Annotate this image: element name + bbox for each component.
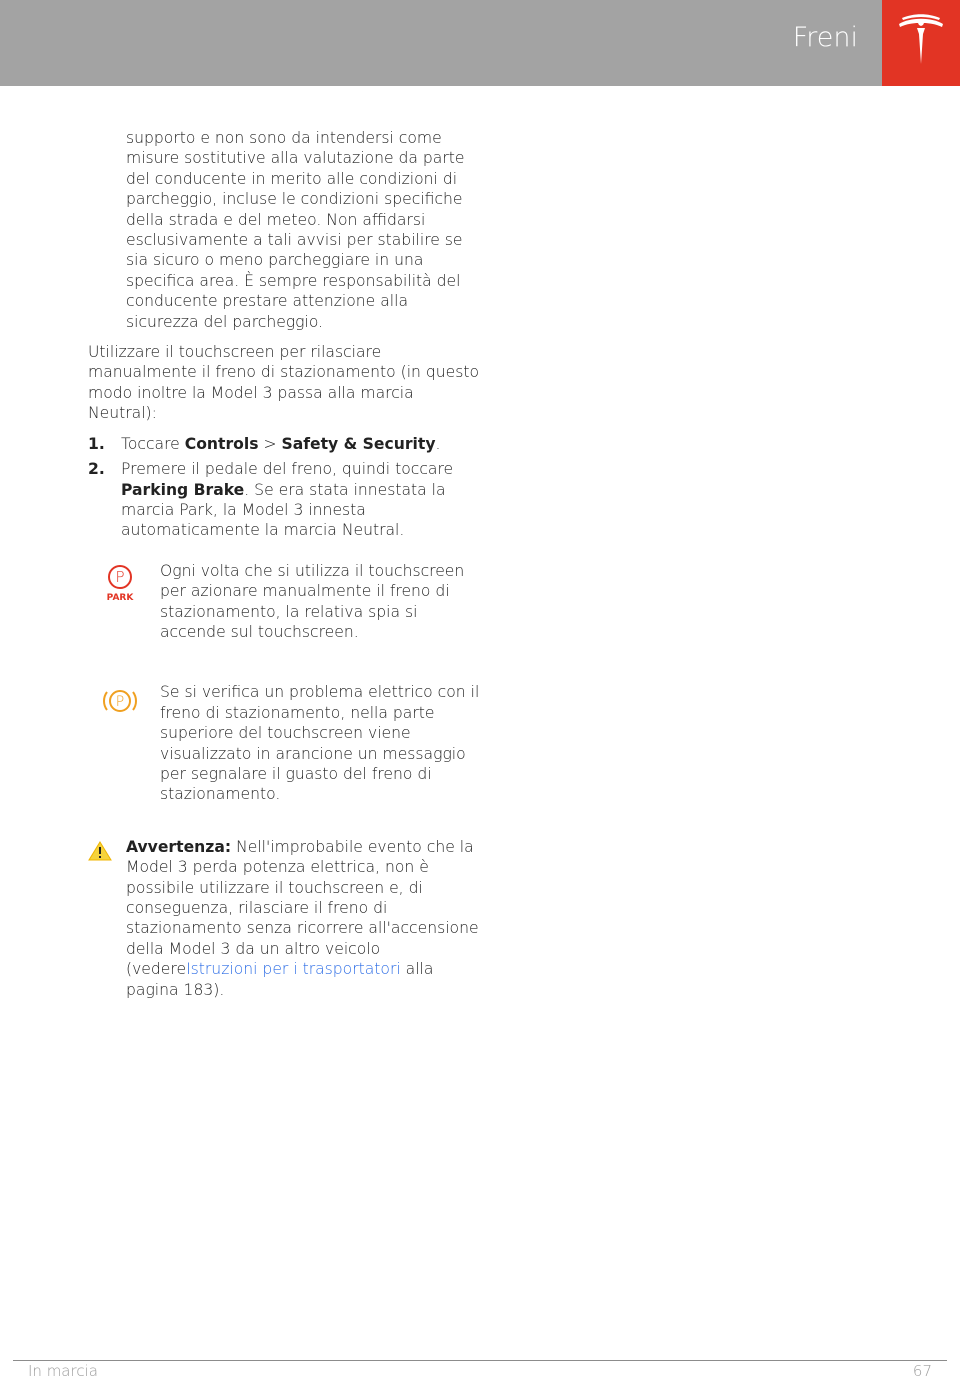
tesla-logo-block [882,0,960,86]
transporters-link[interactable]: Istruzioni per i trasportatori [186,960,401,979]
park-indicator-text: Ogni volta che si utilizza il touchscreen per azionare manualmente il freno di stazionamento, la relativa spia si accende sul touchscreen. [160,561,465,641]
park-brake-fault-amber-icon [102,684,138,723]
manual-release-paragraph: Utilizzare il touchscreen per rilasciare manualmente il freno di stazionamento (in questo modo inoltre la Model 3 passa alla marcia Neutral): [88,343,480,423]
fault-indicator-note [88,682,483,804]
tesla-t-logo-icon [896,14,946,70]
release-steps-list [88,434,483,541]
intro-paragraph: supporto e non sono da intendersi come misure sostitutive alla valutazione da parte del conducente in merito alle condizioni di parcheggio, incluse le condizioni specifiche della strada e del meteo. Non affidarsi esclusivamente a tali avvisi per stabilire se sia sicuro o meno parcheggiare in una specifica area. È sempre responsabilità del conducente prestare attenzione alla sicurezza del parcheggio. [126,129,465,331]
step-separator: > [258,434,282,453]
safety-security-label: Safety & Security [281,434,436,453]
step-text: Toccare [121,434,185,453]
fault-icon-letter: P [115,694,125,711]
park-icon-letter: P [115,567,125,586]
controls-label: Controls [184,434,259,453]
park-icon-label: PARK [106,592,134,603]
warning-body: Nell'improbabile evento che la Model 3 perda potenza elettrica, non è possibile utilizzare il touchscreen e, di conseguenza, rilasciare il freno di stazionamento senza ricorrere all'accensione della Model 3 da un altro veicolo (vedere [126,837,479,979]
list-item [88,459,483,541]
main-content [88,128,483,1000]
footer-section-name: In marcia [28,1362,98,1380]
step-suffix: . Se era stata innestata la marcia Park, la Model 3 innesta automaticamente la marcia Neutral. [121,480,446,540]
list-item [88,434,483,454]
warning-label: Avvertenza: [126,837,232,856]
warning-page-ref: alla pagina 183). [126,960,434,999]
page-header [0,0,960,86]
park-indicator-note [88,561,483,643]
warning-box [88,837,483,1000]
step-suffix: . [435,434,441,453]
page-title: Freni [792,22,858,53]
fault-indicator-text: Se si verifica un problema elettrico con il freno di stazionamento, nella parte superiore del touchscreen viene visualizzato in arancione un messaggio per segnalare il guasto del freno di stazionamento. [160,683,480,804]
warning-text [126,837,483,1000]
parking-brake-label: Parking Brake [121,480,245,499]
warning-triangle-icon [88,841,112,866]
step-text: Premere il pedale del freno, quindi toccare [121,460,454,479]
park-brake-red-icon [102,563,138,608]
footer-page-number: 67 [912,1362,932,1380]
step-number: 1. [88,434,105,453]
footer-divider [13,1360,947,1361]
step-number: 2. [88,460,105,479]
